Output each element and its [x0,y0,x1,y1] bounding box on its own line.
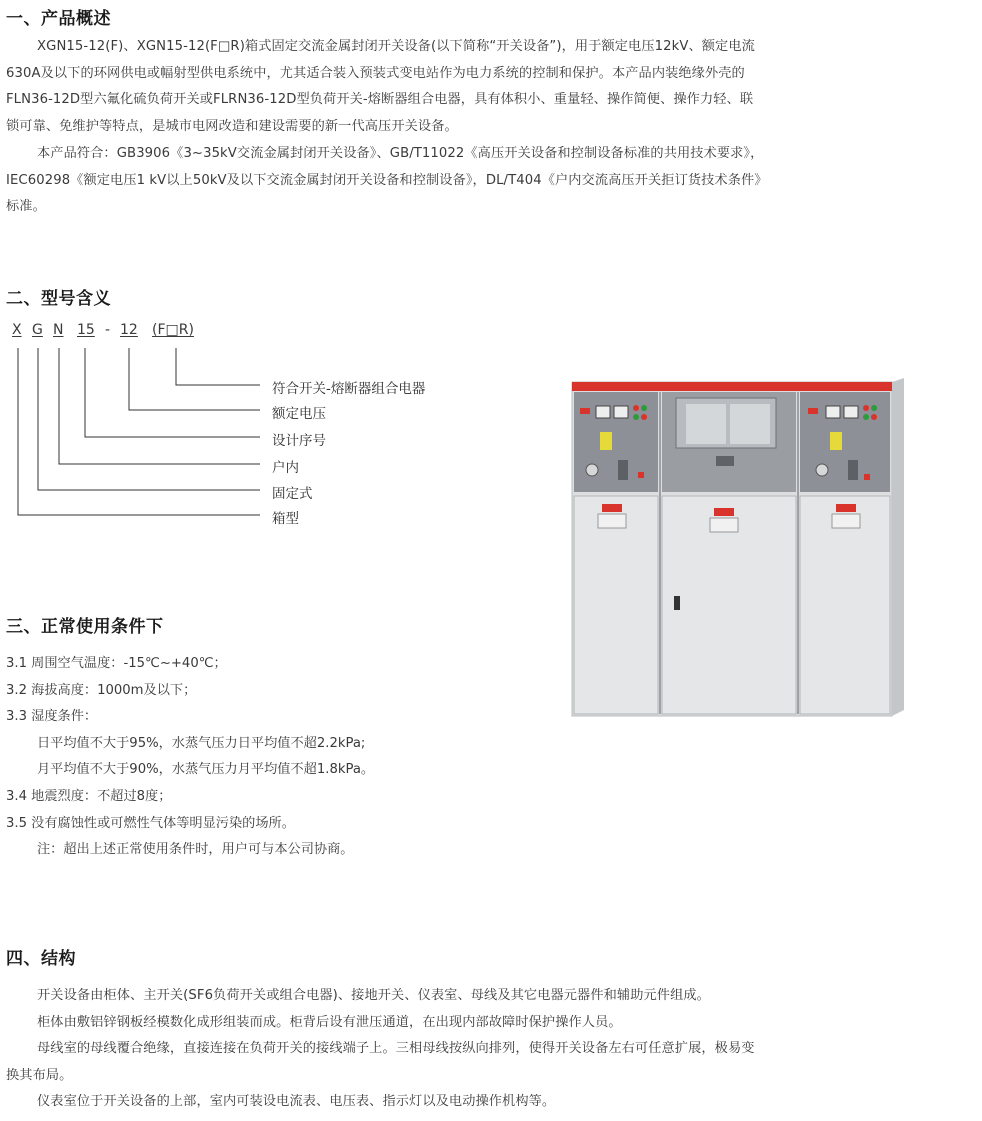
condition-list [6,651,374,864]
bracket-line-voltage [129,348,260,410]
text-line: FLN36-12D型六氟化硫负荷开关或FLRN36-12D型负荷开关-熔断器组合电器，具有体积小、重量轻、操作简便、操作力轻、联 [6,92,754,108]
bracket-line-fuse [176,348,260,385]
text-line: 母线室的母线覆合绝缘，直接连接在负荷开关的接线端子上。三相母线按纵向排列，使得开关设备左右可任意扩展，极易变 [37,1041,755,1057]
bracket-line-indoor [59,348,260,464]
condition-item: 日平均值不大于95%，水蒸气压力日平均值不超2.2kPa; [37,735,366,751]
text-line: IEC60298《额定电压1 kV以上50kV及以下交流金属封闭开关设备和控制设备》，DL/T404《户内交流高压开关拒订货技术条件》 [6,172,768,188]
model-part-g: G [32,322,43,338]
condition-item: 3.3 湿度条件： [6,709,98,725]
condition-item: 3.4 地震烈度：不超过8度； [6,788,172,804]
model-bracket-lines [0,340,270,530]
model-label-design-serial: 设计序号 [272,433,326,449]
section-title-structure: 四、结构 [6,949,76,969]
model-part-15: 15 [77,322,95,338]
condition-item: 3.1 周围空气温度：-15℃~+40℃； [6,656,227,671]
text-line: 仪表室位于开关设备的上部，室内可装设电流表、电压表、指示灯以及电动操作机构等。 [37,1094,556,1110]
section-title-overview: 一、产品概述 [6,9,111,29]
model-label-rated-voltage: 额定电压 [272,406,326,422]
model-code [0,322,260,342]
condition-note: 注：超出上述正常使用条件时，用户可与本公司协商。 [37,842,354,858]
section-title-model: 二、型号含义 [6,289,111,309]
text-line: 标准。 [6,199,46,215]
model-label-fixed: 固定式 [272,486,313,502]
model-part-dash: - [105,322,111,338]
text-line: XGN15-12(F)、XGN15-12(F□R)箱式固定交流金属封闭开关设备(以下简称“开关设备”)，用于额定电压12kV、额定电流 [37,39,755,54]
text-line: 锁可靠、免维护等特点，是城市电网改造和建设需要的新一代高压开关设备。 [6,118,458,134]
right-lower-door [800,496,890,714]
model-part-fr: (F□R) [152,322,194,338]
condition-item: 3.2 海拔高度：1000m及以下； [6,682,197,698]
model-label-box: 箱型 [272,511,299,527]
model-label-indoor: 户内 [272,460,299,476]
text-line: 柜体由敷铝锌钢板经模数化成形组装而成。柜背后设有泄压通道，在出现内部故障时保护操作人员。 [37,1014,622,1030]
model-part-12: 12 [120,322,138,338]
model-label-fuse-combo: 符合开关-熔断器组合电器 [272,381,426,397]
text-line: 开关设备由柜体、主开关(SF6负荷开关或组合电器)、接地开关、仪表室、母线及其它电器元器件和辅助元件组成。 [37,988,710,1003]
text-line: 换其布局。 [6,1067,73,1083]
structure-paragraphs [6,983,974,1116]
bracket-line-fixed [38,348,260,490]
bracket-line-serial [85,348,260,437]
overview-paragraph-1 [6,34,974,140]
model-part-x: X [12,322,22,338]
text-line: 630A及以下的环网供电或幅射型供电系统中，尤其适合装入预装式变电站作为电力系统的控制和保护。本产品内装绝缘外壳的 [6,65,745,81]
left-lower-door [574,496,658,714]
red-top-strip [572,382,892,391]
model-part-n: N [53,322,64,338]
condition-item: 3.5 没有腐蚀性或可燃性气体等明显污染的场所。 [6,815,295,831]
overview-paragraph-2 [6,141,974,221]
switchgear-cabinet-image [568,370,908,722]
section-title-conditions: 三、正常使用条件下 [6,617,164,637]
text-line: 本产品符合：GB3906《3~35kV交流金属封闭开关设备》、GB/T11022《高压开关设备和控制设备标准的共用技术要求》， [37,146,764,161]
condition-item: 月平均值不大于90%，水蒸气压力月平均值不超1.8kPa。 [37,762,375,778]
